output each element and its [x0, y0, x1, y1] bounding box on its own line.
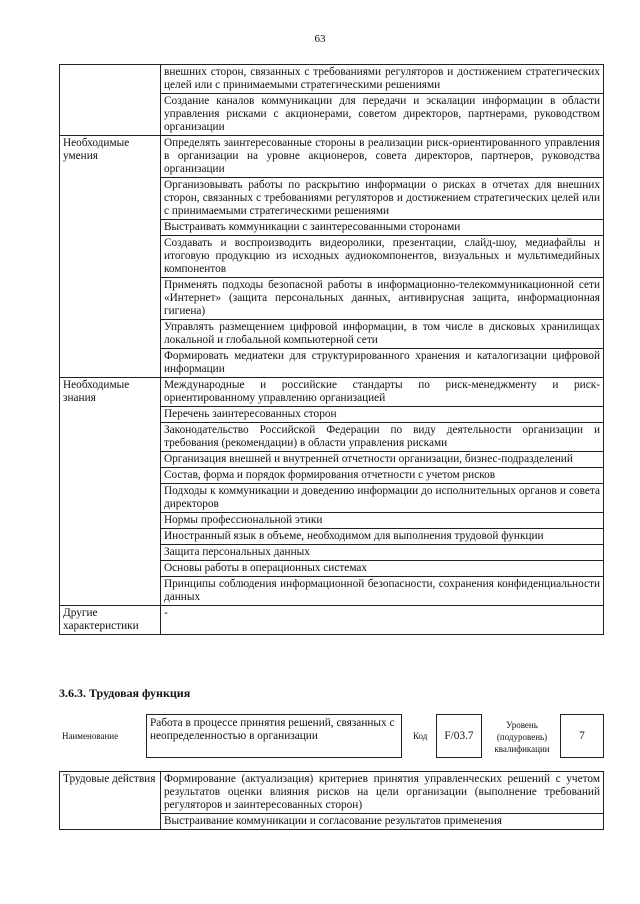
knowledge-item: Защита персональных данных [161, 545, 604, 561]
knowledge-item: Перечень заинтересованных сторон [161, 407, 604, 423]
skill-item: Управлять размещением цифровой информации, в том числе в дисковых хранилищах локальной и глобальной компьютерной сети [161, 320, 604, 349]
knowledge-item: Основы работы в операционных системах [161, 561, 604, 577]
knowledge-item: Принципы соблюдения информационной безопасности, сохранения конфиденциальности данных [161, 577, 604, 606]
knowledge-item: Подходы к коммуникации и доведению информации до исполнительных органов и совета директоров [161, 484, 604, 513]
table-row [60, 136, 604, 178]
name-label: Наименование [62, 731, 119, 741]
table-cell: Создание каналов коммуникации для передачи и эскалации информации в области управления рисками с акционерами, советом директоров, партнерами, руководством организации [161, 94, 604, 136]
table-row [60, 606, 604, 635]
labor-actions-label: Трудовые действия [60, 772, 161, 830]
knowledge-item: Состав, форма и порядок формирования отчетности с учетом рисков [161, 468, 604, 484]
labor-actions-table [59, 771, 604, 830]
knowledge-item: Нормы профессиональной этики [161, 513, 604, 529]
code-value: F/03.7 [436, 714, 482, 758]
knowledge-item: Законодательство Российской Федерации по виду деятельности организации и требования (рекомендации) в области управления рисками [161, 423, 604, 452]
skills-label: Необходимые умения [60, 136, 161, 378]
level-label: Уровень (подуровень) квалификации [494, 720, 550, 754]
knowledge-item: Международные и российские стандарты по риск-менеджменту и риск-ориентированному управлению организацией [161, 378, 604, 407]
skill-item: Создавать и воспроизводить видеоролики, презентации, слайд-шоу, медиафайлы и итоговую продукцию из исходных аудиокомпонентов, визуальных и мультимедийных компонентов [161, 236, 604, 278]
skill-item: Организовывать работы по раскрытию информации о рисках в отчетах для внешних сторон, связанных с требованиями регуляторов и достижением стратегических целей или с принимаемыми стратегическими решениями [161, 178, 604, 220]
labor-action-item: Формирование (актуализация) критериев принятия управленческих решений с учетом результатов оценки влияния рисков на цели организации (выполнение требований регуляторов и заинтересованных сторон) [161, 772, 604, 814]
continued-label-cell [60, 65, 161, 136]
skill-item: Формировать медиатеки для структурированного хранения и каталогизации цифровой информации [161, 349, 604, 378]
skill-item: Применять подходы безопасной работы в информационно-телекоммуникационной сети «Интернет» (защита персональных данных, антивирусная защита, информационная гигиена) [161, 278, 604, 320]
table-cell: внешних сторон, связанных с требованиями регуляторов и достижением стратегических целей или с принимаемыми стратегическими решениями [161, 65, 604, 94]
other-value: - [161, 606, 604, 635]
name-value: Работа в процессе принятия решений, связанных с неопределенностью в организации [146, 714, 402, 758]
section-heading: 3.6.3. Трудовая функция [59, 686, 191, 700]
level-value: 7 [560, 714, 604, 758]
knowledge-label: Необходимые знания [60, 378, 161, 606]
page-number: 63 [314, 33, 326, 45]
labor-action-item: Выстраивание коммуникации и согласование результатов применения [161, 814, 604, 830]
other-label: Другие характеристики [60, 606, 161, 635]
knowledge-item: Иностранный язык в объеме, необходимом для выполнения трудовой функции [161, 529, 604, 545]
table-row [60, 772, 604, 814]
requirements-table [59, 64, 604, 635]
knowledge-item: Организация внешней и внутренней отчетности организации, бизнес-подразделений [161, 452, 604, 468]
skill-item: Выстраивать коммуникации с заинтересованными сторонами [161, 220, 604, 236]
code-label: Код [413, 731, 428, 741]
skill-item: Определять заинтересованные стороны в реализации риск-ориентированного управления в организации на уровне акционеров, совета директоров, партнеров, руководства организации [161, 136, 604, 178]
table-row [60, 65, 604, 94]
table-row [60, 378, 604, 407]
